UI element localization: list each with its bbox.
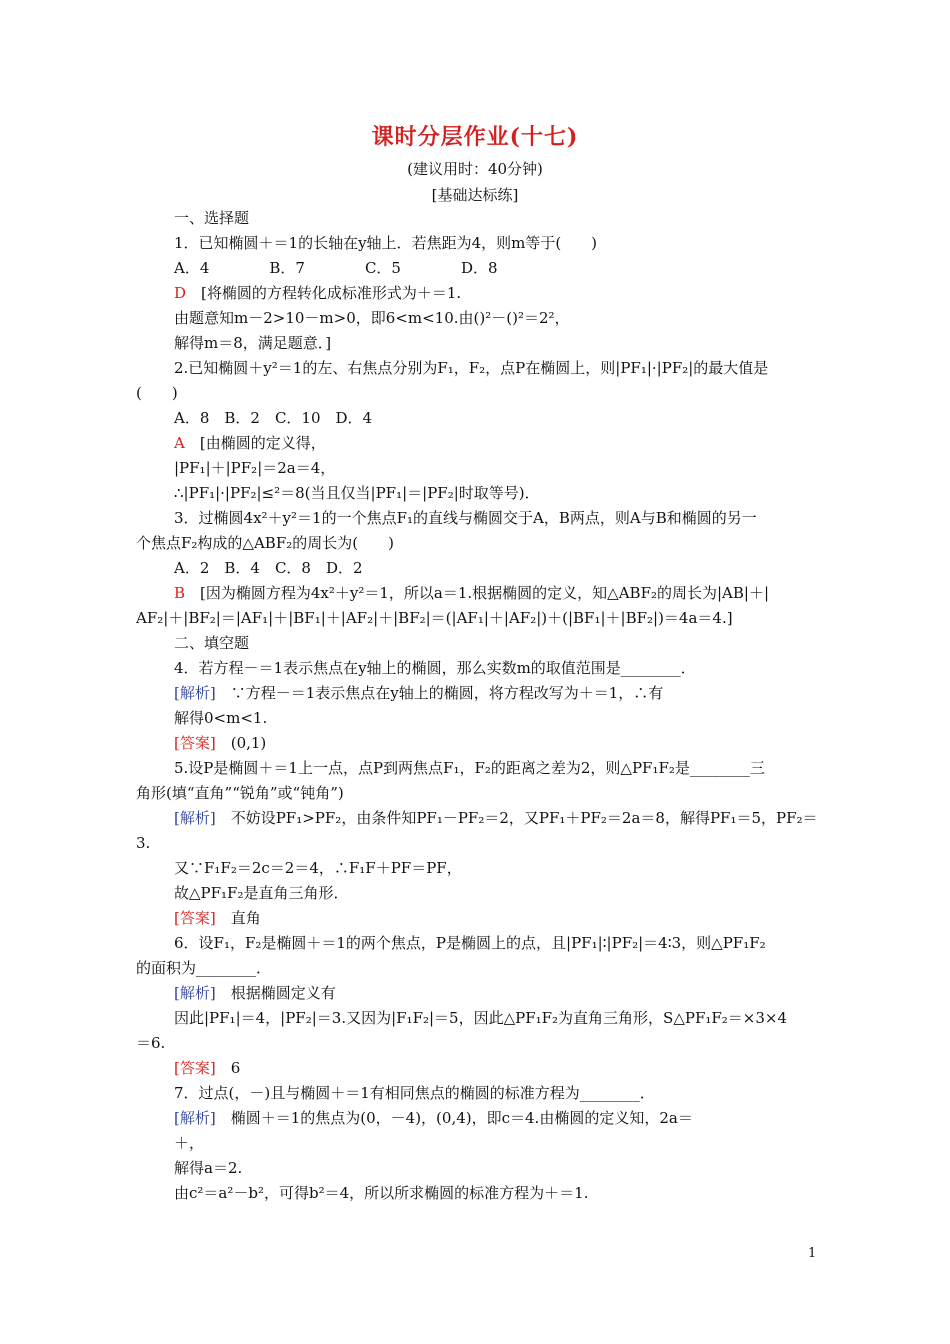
line-text: 由题意知m－2>10－m>0，即6<m<10.由()²－()²＝2²， [174, 309, 570, 327]
text-line [174, 758, 854, 778]
line-text: 不妨设PF₁>PF₂，由条件知PF₁－PF₂＝2，又PF₁＋PF₂＝2a＝8，解得PF₁＝5，PF₂＝ [215, 809, 818, 827]
line-text: 由c²＝a²－b²，可得b²＝4，所以所求椭圆的标准方程为＋＝1. [174, 1184, 589, 1202]
text-line [174, 808, 854, 828]
line-text: 二、填空题 [174, 634, 250, 652]
text-line [174, 483, 854, 503]
text-line [174, 208, 854, 228]
line-text: 3. [136, 834, 151, 852]
answer-tag: [答案] [174, 909, 216, 927]
text-line [174, 733, 854, 753]
answer-tag: [解析] [174, 984, 216, 1002]
text-line [174, 433, 854, 453]
answer-tag: [解析] [174, 809, 216, 827]
line-text: 故△PF₁F₂是直角三角形． [174, 884, 349, 902]
line-text: 解得0<m<1. [174, 709, 268, 727]
line-text: ＋， [174, 1134, 205, 1152]
text-line [174, 258, 854, 278]
answer-tag: D [174, 284, 187, 302]
line-text: 直角 [215, 909, 261, 927]
line-text: 6 [215, 1059, 241, 1077]
text-line [174, 508, 854, 528]
line-text: 因此|PF₁|＝4，|PF₂|＝3.又因为|F₁F₂|＝5，因此△PF₁F₂为直角三角形，S△PF₁F₂＝×3×4 [174, 1009, 788, 1027]
line-text: [因为椭圆方程为4x²＋y²＝1，所以a＝1.根据椭圆的定义，知△ABF₂的周长为|AB|＋| [185, 584, 770, 602]
line-text: ＝6. [136, 1034, 166, 1052]
line-text: 一、选择题 [174, 209, 250, 227]
line-text: ∴|PF₁|·|PF₂|≤²＝8(当且仅当|PF₁|＝|PF₂|时取等号)． [174, 484, 540, 502]
line-text: 5.设P是椭圆＋＝1上一点，点P到两焦点F₁，F₂的距离之差为2，则△PF₁F₂是________三 [174, 759, 765, 777]
line-text: AF₂|＋|BF₂|＝|AF₁|＋|BF₁|＋|AF₂|＋|BF₂|＝(|AF₁|＋|AF₂|)＋(|BF₁|＋|BF₂|)＝4a＝4.] [136, 609, 733, 627]
answer-tag: [答案] [174, 1059, 216, 1077]
text-line [174, 1058, 854, 1078]
text-line [174, 1133, 854, 1153]
text-line [174, 908, 854, 928]
line-text: 2.已知椭圆＋y²＝1的左、右焦点分别为F₁，F₂，点P在椭圆上，则|PF₁|·|PF₂|的最大值是 [174, 359, 769, 377]
line-text: 个焦点F₂构成的△ABF₂的周长为( ) [136, 534, 394, 552]
text-line [174, 983, 854, 1003]
line-text: A．2 B．4 C．8 D．2 [174, 559, 363, 577]
text-line [136, 608, 816, 628]
text-line [136, 1033, 816, 1053]
line-text: 3．过椭圆4x²＋y²＝1的一个焦点F₁的直线与椭圆交于A，B两点，则A与B和椭圆的另一 [174, 509, 757, 527]
line-text: [由椭圆的定义得， [184, 434, 326, 452]
text-line [174, 408, 854, 428]
line-text: 解得m＝8，满足题意．] [174, 334, 332, 352]
answer-tag: [解析] [174, 684, 216, 702]
text-line [174, 558, 854, 578]
line-text: 椭圆＋＝1的焦点为(0，－4)，(0,4)，即c＝4.由椭圆的定义知，2a＝ [215, 1109, 693, 1127]
answer-tag: [解析] [174, 1109, 216, 1127]
answer-tag: A [174, 434, 185, 452]
page-number: 1 [808, 1246, 817, 1261]
line-text: 解得a＝2. [174, 1159, 243, 1177]
text-line [174, 1183, 854, 1203]
text-line [174, 933, 854, 953]
text-line [174, 283, 854, 303]
text-line [136, 958, 816, 978]
text-line [174, 1008, 854, 1028]
text-line [136, 833, 816, 853]
text-line [174, 458, 854, 478]
line-text: 根据椭圆定义有 [215, 984, 336, 1002]
line-text: (0,1) [215, 734, 267, 752]
text-line [174, 708, 854, 728]
line-text: 1．已知椭圆＋＝1的长轴在y轴上．若焦距为4，则m等于( ) [174, 234, 598, 252]
text-line [174, 1158, 854, 1178]
text-line [174, 333, 854, 353]
line-text: |PF₁|＋|PF₂|＝2a＝4， [174, 459, 336, 477]
text-line [174, 1083, 854, 1103]
line-text: 4．若方程－＝1表示焦点在y轴上的椭圆，那么实数m的取值范围是________． [174, 659, 696, 677]
section-label: [基础达标练] [431, 186, 519, 204]
line-text: A．4 B．7 C．5 D．8 [174, 259, 498, 277]
text-line [174, 1108, 854, 1128]
text-line [174, 633, 854, 653]
line-text: ∵方程－＝1表示焦点在y轴上的椭圆，将方程改写为＋＝1，∴有 [215, 684, 664, 702]
text-line [174, 658, 854, 678]
page-title: 课时分层作业(十七) [371, 124, 579, 150]
line-text: 的面积为________． [136, 959, 272, 977]
text-line [174, 583, 854, 603]
line-text: 角形(填“直角”“锐角”或“钝角”) [136, 784, 344, 802]
text-line [174, 858, 854, 878]
line-text: A．8 B．2 C．10 D．4 [174, 409, 373, 427]
suggested-time: (建议用时：40分钟) [407, 160, 543, 178]
text-line [136, 533, 816, 553]
line-text: [将椭圆的方程转化成标准形式为＋＝1. [186, 284, 462, 302]
line-text: 7．过点(，－)且与椭圆＋＝1有相同焦点的椭圆的标准方程为________． [174, 1084, 655, 1102]
answer-tag: B [174, 584, 186, 602]
text-line [174, 233, 854, 253]
text-line [136, 383, 816, 403]
text-line [174, 358, 854, 378]
text-line [174, 308, 854, 328]
answer-tag: [答案] [174, 734, 216, 752]
line-text: 6．设F₁，F₂是椭圆＋＝1的两个焦点，P是椭圆上的点，且|PF₁|∶|PF₂|＝4∶3，则△PF₁F₂ [174, 934, 766, 952]
text-line [174, 683, 854, 703]
line-text: ( ) [136, 384, 178, 402]
line-text: 又∵F₁F₂＝2c＝2＝4，∴F₁F＋PF＝PF， [174, 859, 462, 877]
text-line [174, 883, 854, 903]
text-line [136, 783, 816, 803]
